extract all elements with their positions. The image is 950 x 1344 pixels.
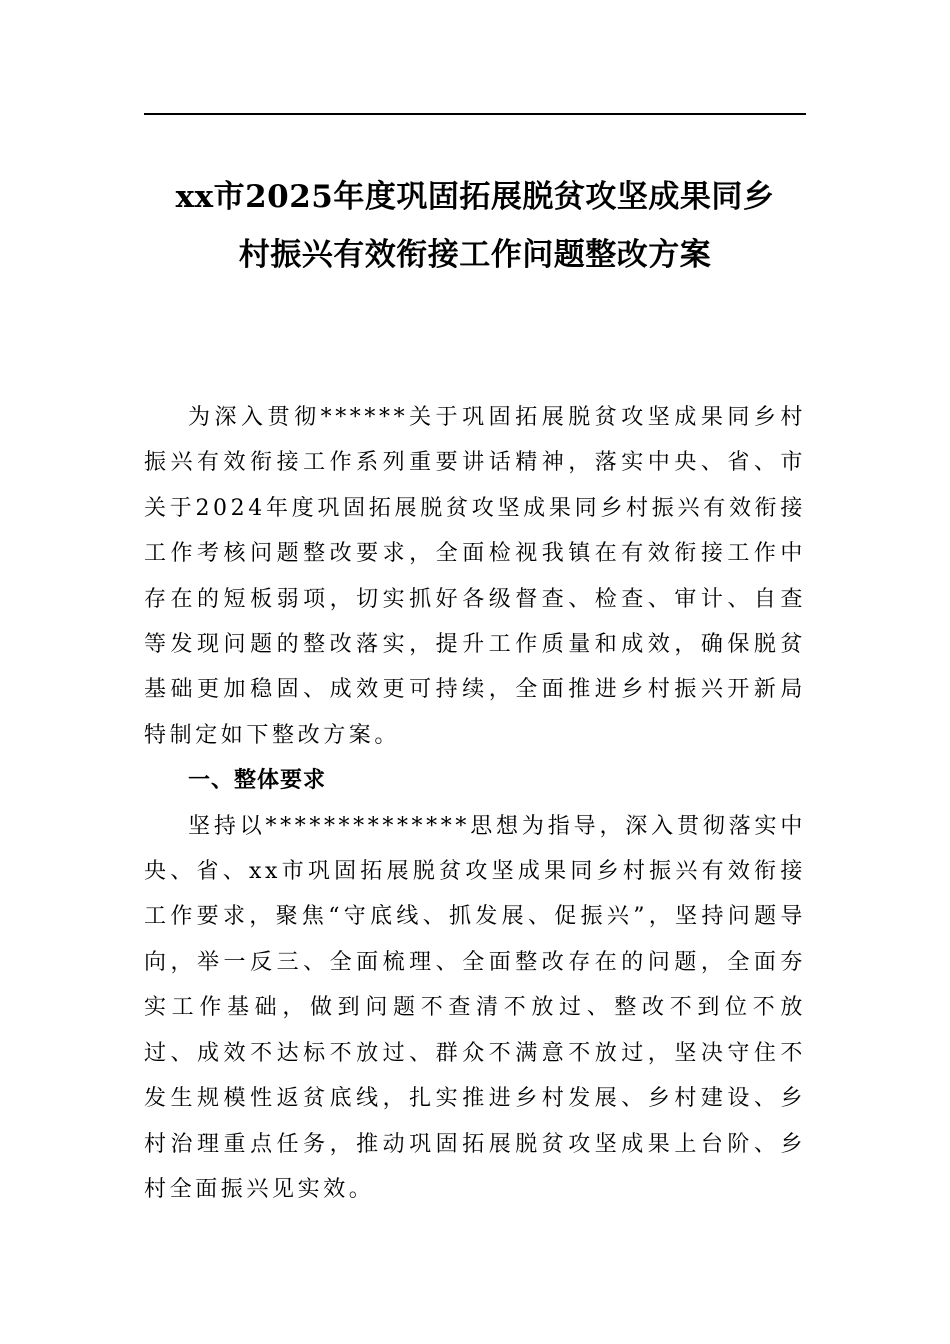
document-title — [144, 168, 806, 284]
section-paragraph-overall-requirements: 坚持以**************思想为指导，深入贯彻落实中央、省、xx市巩固拓展脱贫攻坚成果同乡村振兴有效衔接工作要求，聚焦“守底线、抓发展、促振兴”，坚持问题导向，举一反三、全面梳理、全面整改存在的问题，全面夯实工作基础，做到问题不查清不放过、整改不到位不放过、成效不达标不放过、群众不满意不放过，坚决守住不发生规模性返贫底线，扎实推进乡村发展、乡村建设、乡村治理重点任务，推动巩固拓展脱贫攻坚成果上台阶、乡村全面振兴见实效。 — [144, 813, 806, 1202]
title-line-2: 村振兴有效衔接工作问题整改方案 — [238, 237, 712, 273]
header-rule — [144, 113, 806, 115]
section-heading-overall-requirements: 一、整体要求 — [188, 768, 327, 794]
title-line-1: xx市2025年度巩固拓展脱贫攻坚成果同乡 — [175, 179, 775, 215]
intro-paragraph: 为深入贯彻******关于巩固拓展脱贫攻坚成果同乡村振兴有效衔接工作系列重要讲话精神，落实中央、省、市关于2024年度巩固拓展脱贫攻坚成果同乡村振兴有效衔接工作考核问题整改要求，全面检视我镇在有效衔接工作中存在的短板弱项，切实抓好各级督查、检查、审计、自查等发现问题的整改落实，提升工作质量和成效，确保脱贫基础更加稳固、成效更可持续，全面推进乡村振兴开新局特制定如下整改方案。 — [144, 405, 806, 748]
document-body — [144, 395, 806, 1212]
